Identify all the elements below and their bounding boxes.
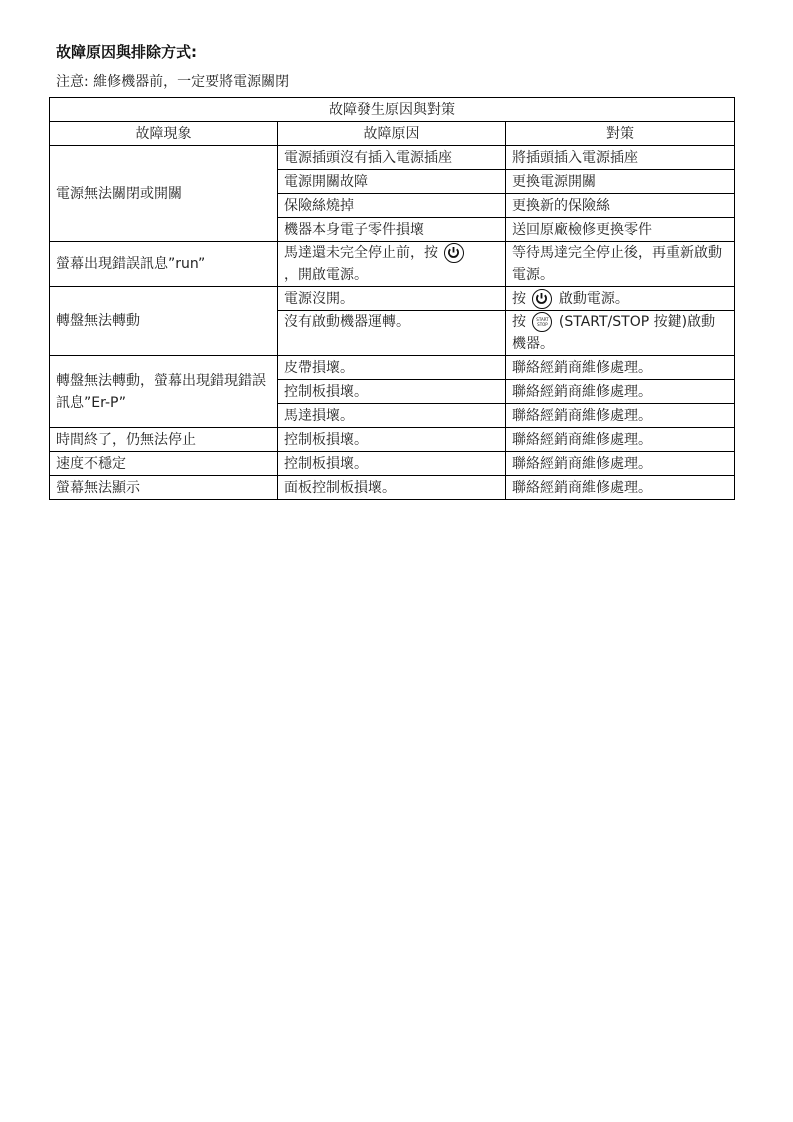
- start-label: START: [536, 317, 549, 322]
- cause-cell: 控制板損壞。: [278, 452, 506, 476]
- cause-cell: 保險絲燒掉: [278, 194, 506, 218]
- remedy-cell: 將插頭插入電源插座: [506, 146, 735, 170]
- cause-text: 馬達還未完全停止前，按: [284, 245, 438, 261]
- remedy-cell: [506, 287, 735, 311]
- symptom-cell: 螢幕無法顯示: [50, 476, 278, 500]
- remedy-cell: 更換電源開關: [506, 170, 735, 194]
- table-header-row: [50, 122, 735, 146]
- cause-cell: 機器本身電子零件損壞: [278, 218, 506, 242]
- table-row: [50, 452, 735, 476]
- remedy-cell: 聯絡經銷商維修處理。: [506, 452, 735, 476]
- header-cause: 故障原因: [278, 122, 506, 146]
- symptom-cell: 速度不穩定: [50, 452, 278, 476]
- cause-cell: 馬達損壞。: [278, 404, 506, 428]
- table-row: [50, 287, 735, 311]
- cause-cell: 面板控制板損壞。: [278, 476, 506, 500]
- remedy-cell: 更換新的保險絲: [506, 194, 735, 218]
- table-title: 故障發生原因與對策: [50, 98, 735, 122]
- remedy-cell: 聯絡經銷商維修處理。: [506, 356, 735, 380]
- table-title-row: [50, 98, 735, 122]
- cause-cell: 控制板損壞。: [278, 380, 506, 404]
- cause-cell: 皮帶損壞。: [278, 356, 506, 380]
- remedy-text: 啟動電源。: [558, 290, 629, 307]
- cause-cell: 沒有啟動機器運轉。: [278, 311, 506, 356]
- table-row: [50, 242, 735, 287]
- remedy-cell: 等待馬達完全停止後，再重新啟動電源。: [506, 242, 735, 287]
- table-row: [50, 356, 735, 380]
- symptom-cell: 轉盤無法轉動: [50, 287, 278, 356]
- cause-cell: 電源開關故障: [278, 170, 506, 194]
- power-icon: [532, 289, 552, 309]
- remedy-cell: [506, 311, 735, 356]
- cause-cell: 電源插頭沒有插入電源插座: [278, 146, 506, 170]
- troubleshooting-table: [49, 97, 735, 500]
- symptom-cell: 轉盤無法轉動，螢幕出現錯現錯誤訊息”Er-P”: [50, 356, 278, 428]
- cause-text: ，開啟電源。: [284, 267, 368, 283]
- remedy-text: 按: [512, 290, 526, 307]
- remedy-cell: 聯絡經銷商維修處理。: [506, 428, 735, 452]
- remedy-cell: 聯絡經銷商維修處理。: [506, 380, 735, 404]
- table-row: [50, 428, 735, 452]
- cause-cell: [278, 242, 506, 287]
- cause-cell: 控制板損壞。: [278, 428, 506, 452]
- symptom-cell: 電源無法關閉或開關: [50, 146, 278, 242]
- header-symptom: 故障現象: [50, 122, 278, 146]
- symptom-cell: 螢幕出現錯誤訊息”run”: [50, 242, 278, 287]
- header-remedy: 對策: [506, 122, 735, 146]
- cause-cell: 電源沒開。: [278, 287, 506, 311]
- safety-note: 注意: 維修機器前，一定要將電源關閉: [56, 74, 290, 90]
- remedy-cell: 聯絡經銷商維修處理。: [506, 404, 735, 428]
- remedy-text: (START/STOP 按鍵)啟動機器。: [512, 314, 716, 352]
- stop-label: STOP: [537, 322, 548, 327]
- page-heading: 故障原因與排除方式:: [56, 43, 197, 61]
- remedy-cell: 聯絡經銷商維修處理。: [506, 476, 735, 500]
- remedy-text: 按: [512, 314, 526, 330]
- symptom-cell: 時間終了，仍無法停止: [50, 428, 278, 452]
- power-icon: [444, 243, 464, 263]
- table-row: [50, 146, 735, 170]
- remedy-cell: 送回原廠檢修更換零件: [506, 218, 735, 242]
- start-stop-icon: [532, 312, 552, 332]
- table-row: [50, 476, 735, 500]
